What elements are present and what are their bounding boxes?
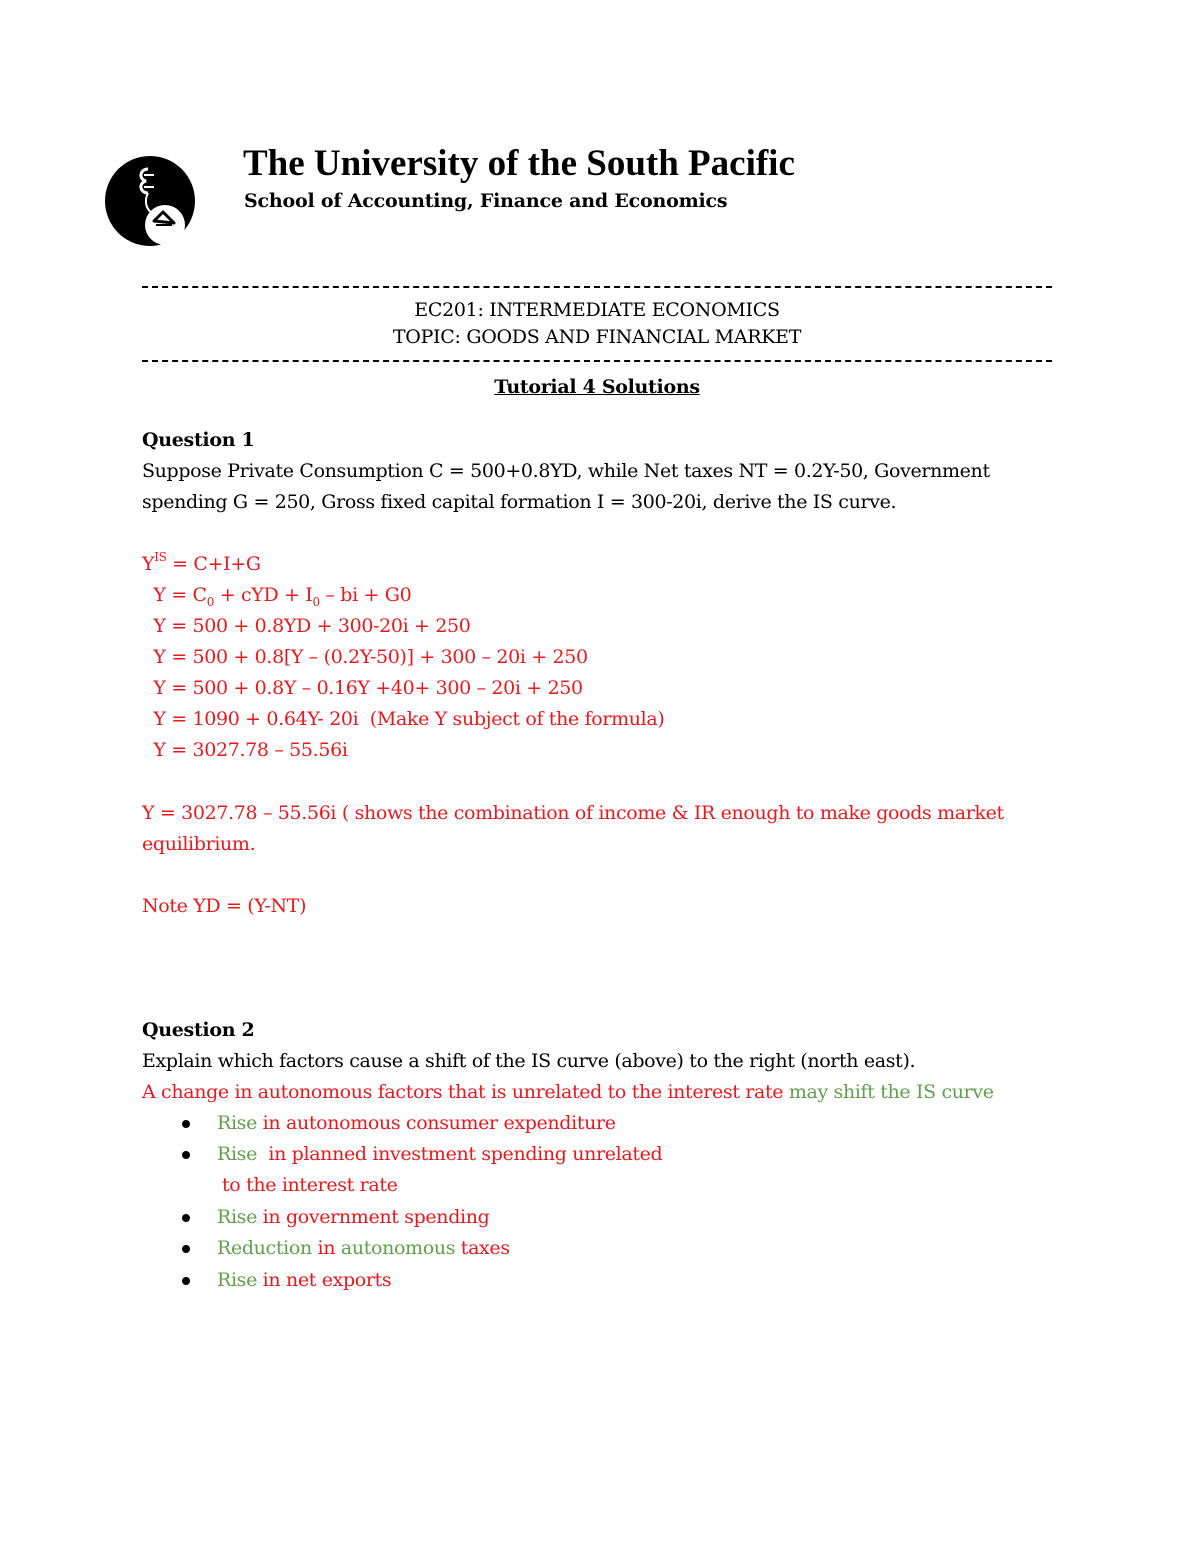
bullet-3-red: in government spending [262,1206,490,1228]
university-logo [104,155,196,247]
bullet-icon [182,1245,190,1253]
divider-bottom [142,360,1052,362]
bullet-2-green: Rise [217,1143,269,1165]
question-2-prompt: Explain which factors cause a shift of the IS curve (above) to the right (north east). [142,1050,916,1072]
bullet-5-green: Rise [217,1269,263,1291]
bullet-item-2-continued: to the interest rate [222,1174,398,1196]
question-1-prompt-line-2: spending G = 250, Gross fixed capital formation I = 300-20i, derive the IS curve. [142,491,897,513]
tutorial-title: Tutorial 4 Solutions [494,376,700,398]
answer-green-text: may shift the IS curve [788,1081,994,1103]
bullet-icon [182,1214,190,1222]
conclusion-line-1: Y = 3027.78 – 55.56i ( shows the combination of income & IR enough to make goods market [142,802,1004,824]
bullet-4-red: in [317,1237,341,1259]
equation-is-definition [142,549,261,575]
bullet-icon [182,1151,190,1159]
question-2-answer [142,1081,994,1103]
note-yd: Note YD = (Y-NT) [142,895,307,917]
bullet-icon [182,1277,190,1285]
eq1-subscript-1: 0 [206,594,215,609]
eq1-part-b: + cYD + I [214,584,313,606]
topic-heading: TOPIC: GOODS AND FINANCIAL MARKET [392,326,802,348]
tutorial-title-wrap [142,376,1052,398]
conclusion-line-2: equilibrium. [142,833,256,855]
answer-red-text: A change in autonomous factors that is unrelated to the interest rate [142,1081,789,1103]
bullet-item-2 [217,1143,662,1165]
question-1-prompt-line-1: Suppose Private Consumption C = 500+0.8YD, while Net taxes NT = 0.2Y-50, Government [142,460,990,482]
eq1-subscript-2: 0 [312,594,320,609]
eq0-main: Y [142,553,155,575]
equation-step-4: Y = 1090 + 0.64Y- 20i (Make Y subject of the formula) [142,708,665,730]
question-2-heading: Question 2 [142,1019,255,1041]
bullet-3-green: Rise [217,1206,263,1228]
divider-top [142,286,1052,288]
bullet-5-red: in net exports [262,1269,392,1291]
question-1-heading: Question 1 [142,429,255,451]
bullet-item-3 [217,1206,489,1228]
bullet-icon [182,1120,190,1128]
university-name: The University of the South Pacific [243,143,795,184]
bullet-4-green: Reduction [217,1237,318,1259]
bullet-1-green: Rise [217,1112,263,1134]
eq0-superscript: IS [154,549,167,564]
eq1-part-a: Y = C [142,584,207,606]
equation-step-3: Y = 500 + 0.8Y – 0.16Y +40+ 300 – 20i + 250 [142,677,583,699]
bullet-item-1 [217,1112,616,1134]
bullet-1-red: in autonomous consumer expenditure [262,1112,616,1134]
bullet-2-red: in planned investment spending unrelated [268,1143,663,1165]
school-name: School of Accounting, Finance and Economics [244,190,728,212]
bullet-item-5 [217,1269,391,1291]
equation-general-form [142,584,412,609]
eq0-rest: = C+I+G [166,553,261,575]
bullet-4-red-2: taxes [460,1237,510,1259]
bullet-4-green-2: autonomous [340,1237,461,1259]
bullet-item-4 [217,1237,510,1259]
equation-step-2: Y = 500 + 0.8[Y – (0.2Y-50)] + 300 – 20i + 250 [142,646,588,668]
equation-result: Y = 3027.78 – 55.56i [142,739,348,761]
eq1-part-c: – bi + G0 [319,584,412,606]
course-code-heading: EC201: INTERMEDIATE ECONOMICS [414,299,780,321]
equation-step-1: Y = 500 + 0.8YD + 300-20i + 250 [142,615,471,637]
